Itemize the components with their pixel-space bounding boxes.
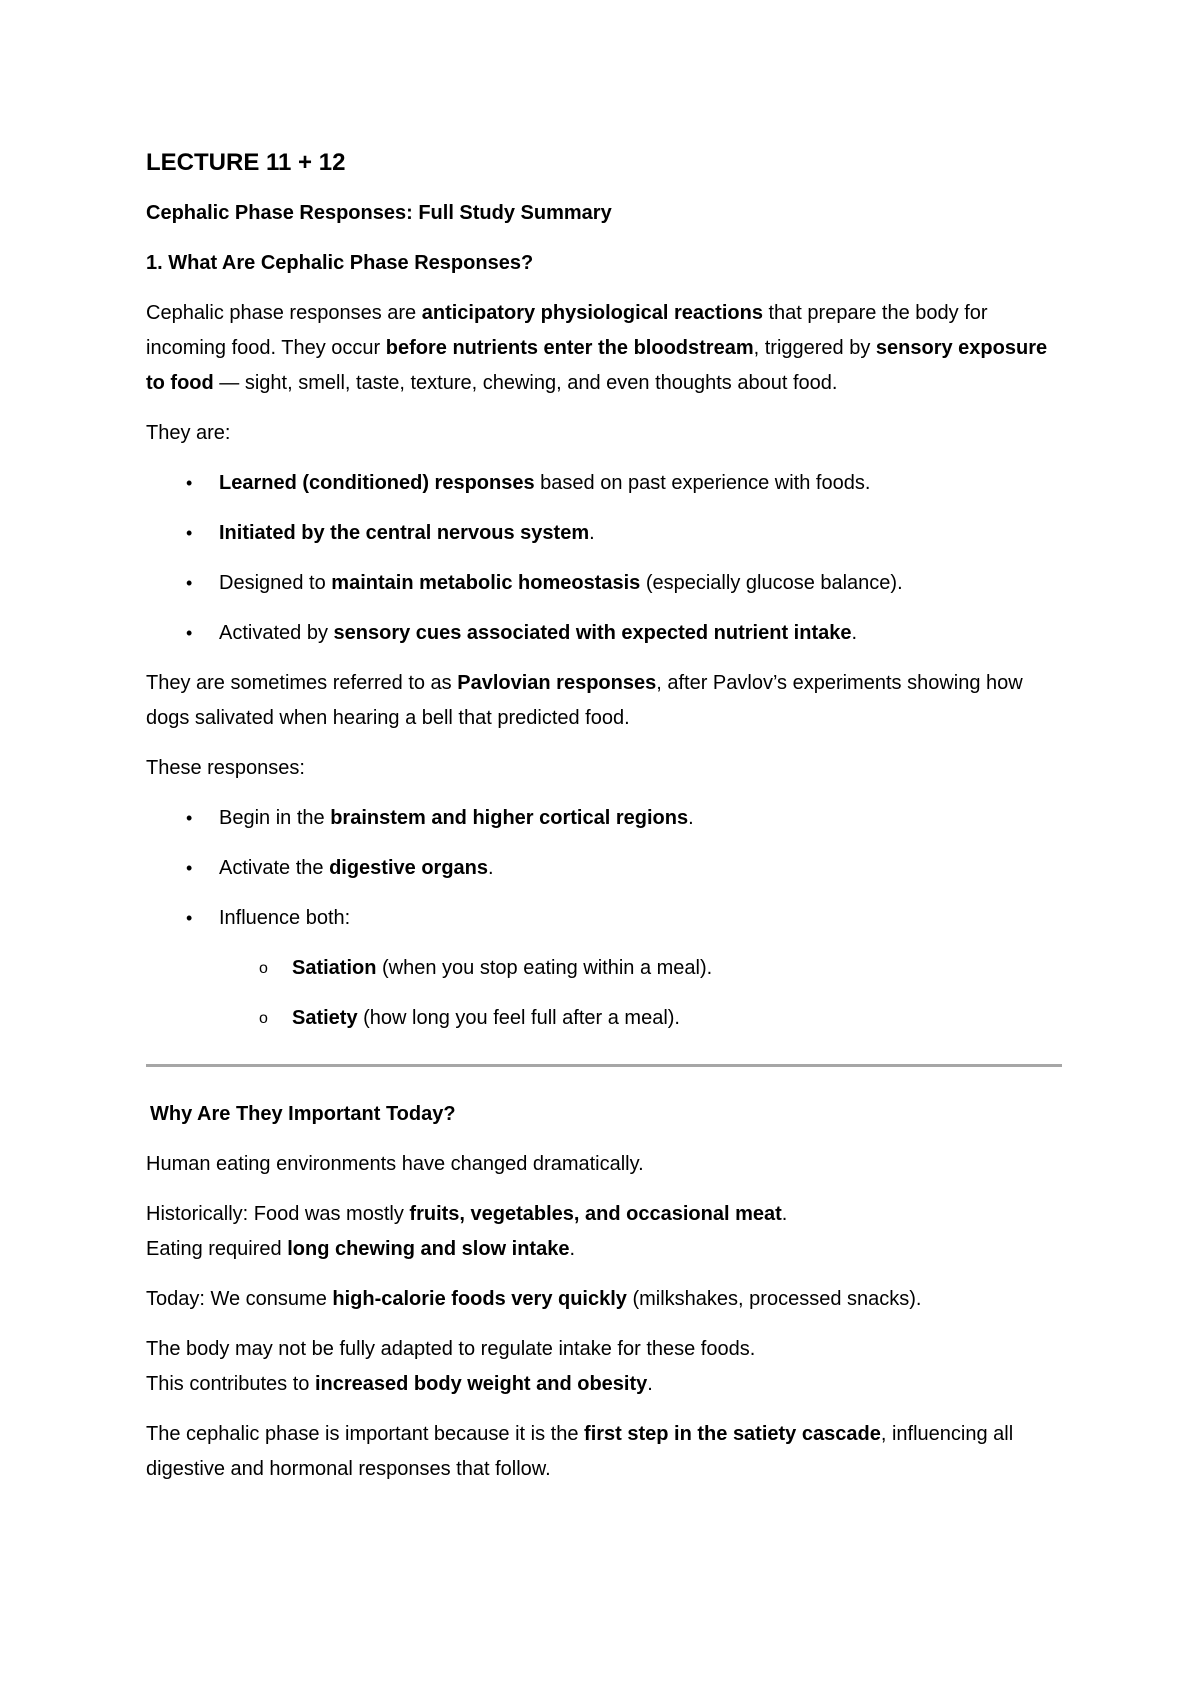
these-responses-label: These responses: (146, 757, 305, 779)
sub-list-item-text: (how long you feel full after a meal). (357, 1007, 680, 1029)
historically-bold-2: long chewing and slow intake (287, 1238, 570, 1260)
list-item-bold: brainstem and higher cortical regions (330, 807, 689, 829)
today-text-2: (milkshakes, processed snacks). (626, 1288, 922, 1310)
circle-bullet-icon: o (259, 1010, 268, 1027)
list-item (146, 901, 1062, 1036)
list-item-prefix: Begin in the (219, 807, 331, 829)
list-item-bold: maintain metabolic homeostasis (331, 572, 641, 594)
list-item-text: . (688, 807, 694, 829)
intro-text-1: Cephalic phase responses are (146, 302, 422, 324)
environment-paragraph: Human eating environments have changed dramatically. (146, 1153, 644, 1175)
bullet-icon: • (186, 808, 193, 828)
body-paragraph (146, 1332, 1062, 1402)
pavlov-text-2: , after Pavlov’s experiments showing how dogs salivated when hearing a bell that predicted food. (146, 672, 1023, 729)
list-item (146, 801, 1062, 836)
cephalic-bold: first step in the satiety cascade (584, 1423, 881, 1445)
intro-bold-1: anticipatory physiological reactions (421, 302, 763, 324)
intro-text-2: that prepare the body for incoming food. They occur (146, 302, 988, 359)
list-item (146, 516, 1062, 551)
body-bold: increased body weight and obesity (314, 1373, 648, 1395)
body-text-1: The body may not be fully adapted to regulate intake for these foods. (146, 1338, 756, 1360)
intro-text-3: , triggered by (753, 337, 876, 359)
sub-list (219, 951, 1062, 1036)
sub-list-item-bold: Satiation (292, 957, 377, 979)
historically-text-3: Eating required (146, 1238, 288, 1260)
list-item-bold: Initiated by the central nervous system (219, 522, 590, 544)
cephalic-paragraph (146, 1417, 1062, 1487)
list-item-prefix: Influence both: (219, 907, 351, 929)
sub-list-item-text: (when you stop eating within a meal). (376, 957, 713, 979)
list-item (146, 616, 1062, 651)
sub-list-item-bold: Satiety (292, 1007, 358, 1029)
sub-list-item (219, 1001, 1062, 1036)
list-item-bold: sensory cues associated with expected nutrient intake (333, 622, 852, 644)
list-item (146, 566, 1062, 601)
document-page (146, 146, 1062, 1502)
list-item-prefix: Designed to (219, 572, 332, 594)
sub-list-item (219, 951, 1062, 986)
list-item (146, 466, 1062, 501)
list-item-text: based on past experience with foods. (534, 472, 871, 494)
today-paragraph (146, 1282, 1062, 1317)
list-item-text: (especially glucose balance). (640, 572, 903, 594)
list-item-prefix: Activated by (219, 622, 334, 644)
list-item-text: . (488, 857, 494, 879)
circle-bullet-icon: o (259, 960, 268, 977)
list-item-prefix: Activate the (219, 857, 330, 879)
pavlov-text-1: They are sometimes referred to as (146, 672, 458, 694)
section-2-heading: Why Are They Important Today? (150, 1103, 456, 1125)
historically-text-4: . (569, 1238, 576, 1260)
intro-bold-3: sensory exposure to food (146, 337, 1048, 394)
bullet-icon: • (186, 623, 193, 643)
pavlov-paragraph (146, 666, 1062, 736)
historically-text-2: . (781, 1203, 788, 1225)
list-item (146, 851, 1062, 886)
today-text-1: Today: We consume (146, 1288, 333, 1310)
intro-paragraph (146, 296, 1062, 401)
bullet-icon: • (186, 523, 193, 543)
bullet-icon: • (186, 858, 193, 878)
today-bold: high-calorie foods very quickly (332, 1288, 627, 1310)
bullet-icon: • (186, 908, 193, 928)
list-item-text: . (589, 522, 595, 544)
historically-paragraph (146, 1197, 1062, 1267)
intro-bold-2: before nutrients enter the bloodstream (385, 337, 754, 359)
section-1-heading: 1. What Are Cephalic Phase Responses? (146, 252, 534, 274)
cephalic-text-2: , influencing all digestive and hormonal responses that follow. (146, 1423, 1014, 1480)
they-are-label: They are: (146, 422, 231, 444)
page-title: LECTURE 11 + 12 (146, 149, 346, 176)
characteristics-list (146, 466, 1062, 651)
list-item-bold: digestive organs (329, 857, 488, 879)
body-text-2: This contributes to (146, 1373, 315, 1395)
list-item-text: . (851, 622, 858, 644)
page-subtitle: Cephalic Phase Responses: Full Study Summary (146, 202, 612, 224)
historically-bold-1: fruits, vegetables, and occasional meat (409, 1203, 782, 1225)
cephalic-text-1: The cephalic phase is important because it is the (146, 1423, 585, 1445)
list-item-bold: Learned (conditioned) responses (219, 472, 535, 494)
bullet-icon: • (186, 473, 193, 493)
pavlov-bold: Pavlovian responses (457, 672, 657, 694)
body-text-3: . (647, 1373, 653, 1395)
historically-text-1: Historically: Food was mostly (146, 1203, 410, 1225)
bullet-icon: • (186, 573, 193, 593)
responses-list (146, 801, 1062, 1036)
section-divider (146, 1064, 1062, 1067)
intro-text-4: — sight, smell, taste, texture, chewing, and even thoughts about food. (213, 372, 838, 394)
